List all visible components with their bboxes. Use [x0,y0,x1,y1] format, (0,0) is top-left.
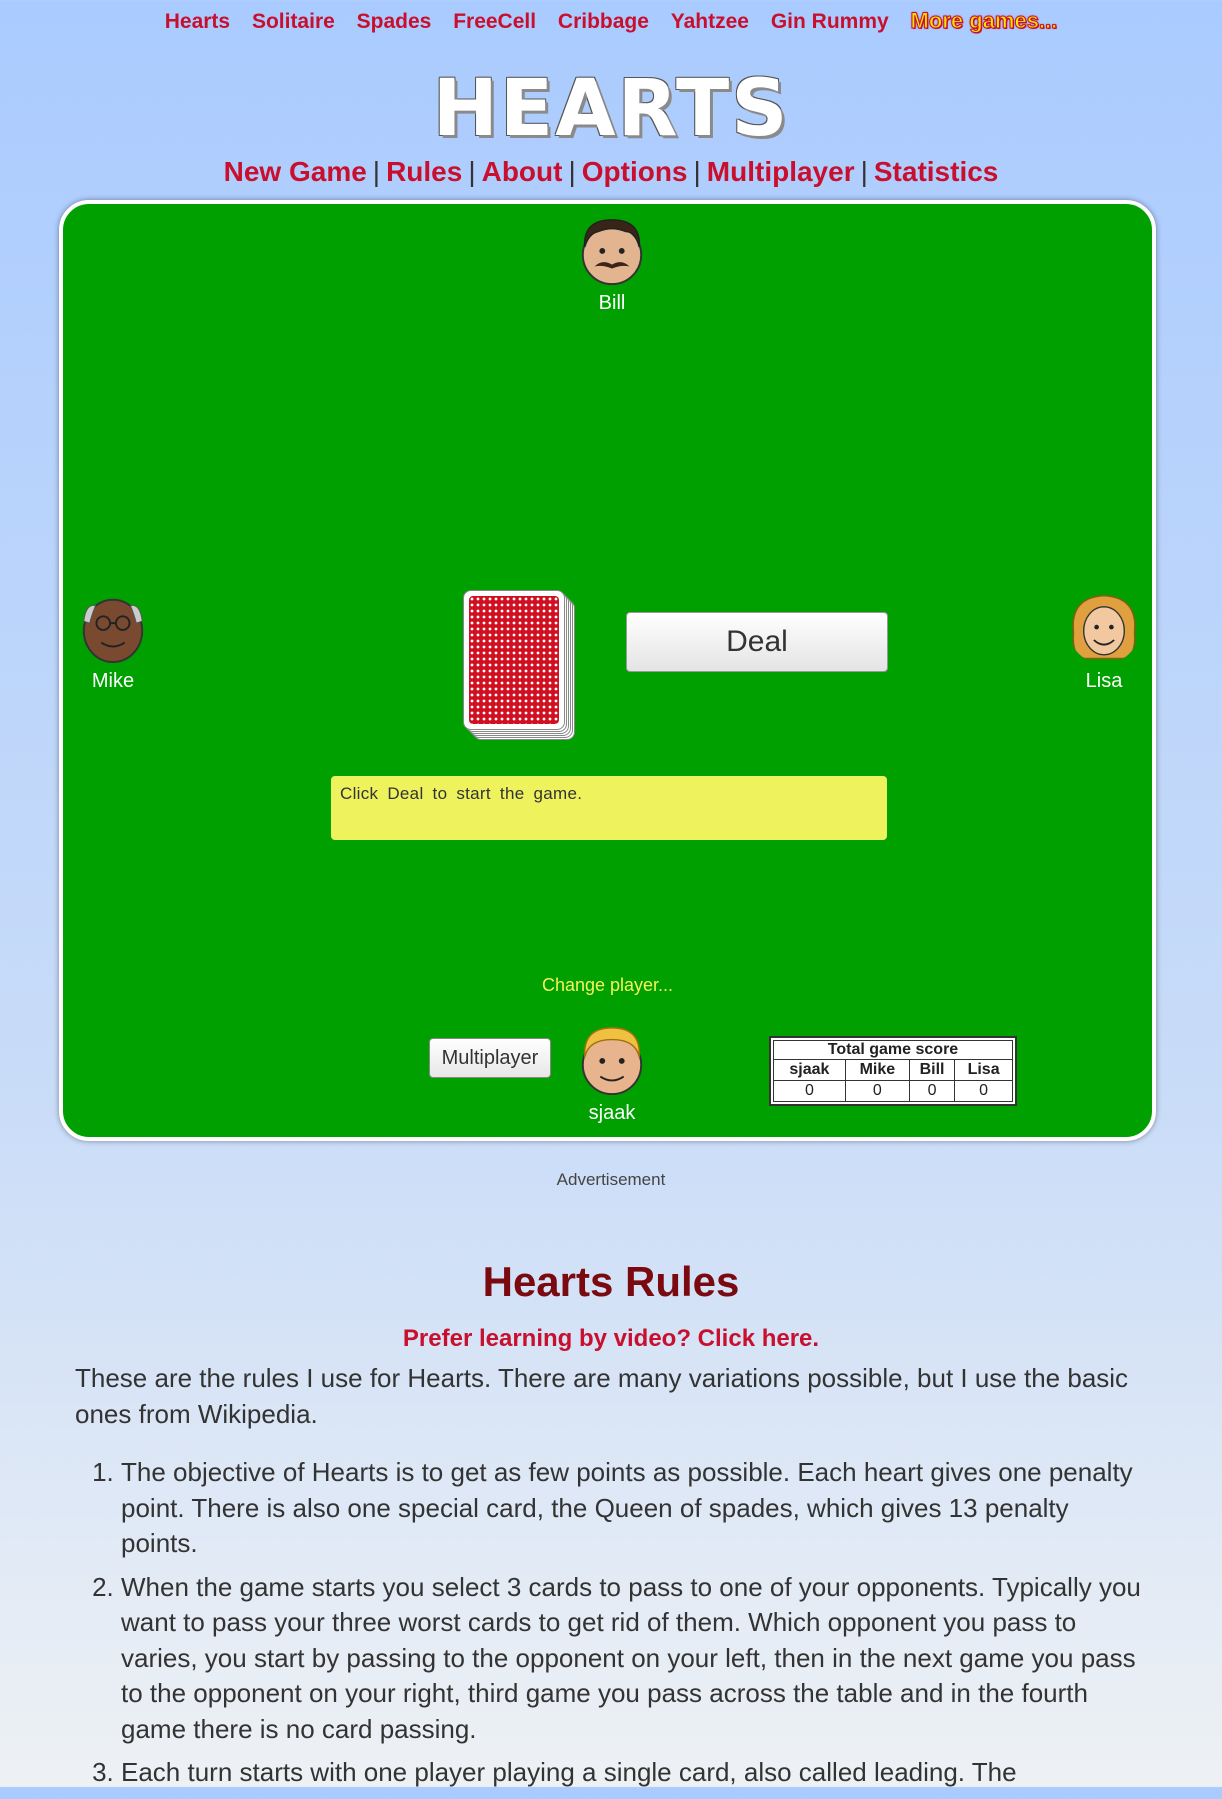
score-value: 0 [909,1081,954,1102]
video-link-text[interactable]: Prefer learning by video? Click here. [402,1325,820,1352]
nav-spades[interactable]: Spades [356,10,432,33]
rule-item: 3. Each turn starts with one player playing a single card, also called leading. The [121,1755,1141,1791]
mike-avatar-icon [77,592,149,664]
rules-list [75,1455,1141,1799]
rules-intro: These are the rules I use for Hearts. There are many variations possible, but I use the basic ones from Wikipedia. [75,1363,1129,1429]
nav-yahtzee[interactable]: Yahtzee [670,10,749,33]
rule-item: 2. When the game starts you select 3 cards to pass to one of your opponents. Typically you want to pass your three worst cards to get rid of them. Which opponent you pass to varies, you start by passing to the opponent on your left, then in the next game you pass to the opponent on your right, third game you pass across the table and in the fourth game there is no card passing. [121,1570,1141,1748]
score-value: 0 [955,1081,1013,1102]
player-name-bottom: sjaak [588,1102,636,1124]
nav-hearts[interactable]: Hearts [164,10,231,33]
score-value: 0 [845,1081,909,1102]
menu-statistics[interactable]: Statistics [873,156,999,187]
player-name-left: Mike [91,670,135,692]
change-player-link [63,975,1152,996]
menu-rules[interactable]: Rules [386,156,463,187]
game-table [59,200,1156,1141]
nav-solitaire[interactable]: Solitaire [251,10,335,33]
player-name-top: Bill [598,292,626,314]
card-deck [463,590,581,750]
advertisement-label: Advertisement [556,1170,666,1189]
top-game-nav [0,8,1222,34]
player-bill [552,214,672,315]
rules-title: Hearts Rules [482,1258,740,1305]
menu-separator: | [568,156,576,187]
menu-multiplayer[interactable]: Multiplayer [706,156,855,187]
player-mike [53,592,173,693]
card-back-top [463,590,565,730]
nav-freecell[interactable]: FreeCell [453,10,537,33]
rule-item: 1. The objective of Hearts is to get as few points as possible. Each heart gives one penalty point. There is also one special card, the Queen of spades, which gives 13 penalty points. [121,1455,1141,1562]
sjaak-avatar-icon [576,1024,648,1096]
nav-more-games[interactable]: More games... [910,8,1058,33]
video-link [0,1325,1222,1353]
menu-new-game[interactable]: New Game [223,156,367,187]
menu-about[interactable]: About [481,156,563,187]
multiplayer-button[interactable]: Multiplayer [429,1038,551,1078]
hearts-logo: HEARTS [432,64,790,154]
deal-button[interactable]: Deal [626,612,888,672]
score-header: sjaak [774,1060,846,1081]
score-header: Bill [909,1060,954,1081]
score-title: Total game score [773,1040,1013,1059]
nav-gin-rummy[interactable]: Gin Rummy [770,10,889,33]
score-value: 0 [774,1081,846,1102]
menu-options[interactable]: Options [581,156,688,187]
score-table [769,1036,1017,1106]
menu-separator: | [693,156,701,187]
menu-separator: | [860,156,868,187]
lisa-avatar-icon [1068,592,1140,664]
game-menu [0,156,1222,188]
game-message: Click Deal to start the game. [331,776,887,840]
menu-separator: | [468,156,476,187]
player-lisa [1044,592,1164,693]
player-sjaak [552,1024,672,1125]
score-header: Mike [845,1060,909,1081]
player-name-right: Lisa [1085,670,1123,692]
menu-separator: | [372,156,381,187]
nav-cribbage[interactable]: Cribbage [557,10,649,33]
bill-avatar-icon [576,214,648,286]
change-player-text[interactable]: Change player... [541,975,674,995]
score-header: Lisa [955,1060,1013,1081]
